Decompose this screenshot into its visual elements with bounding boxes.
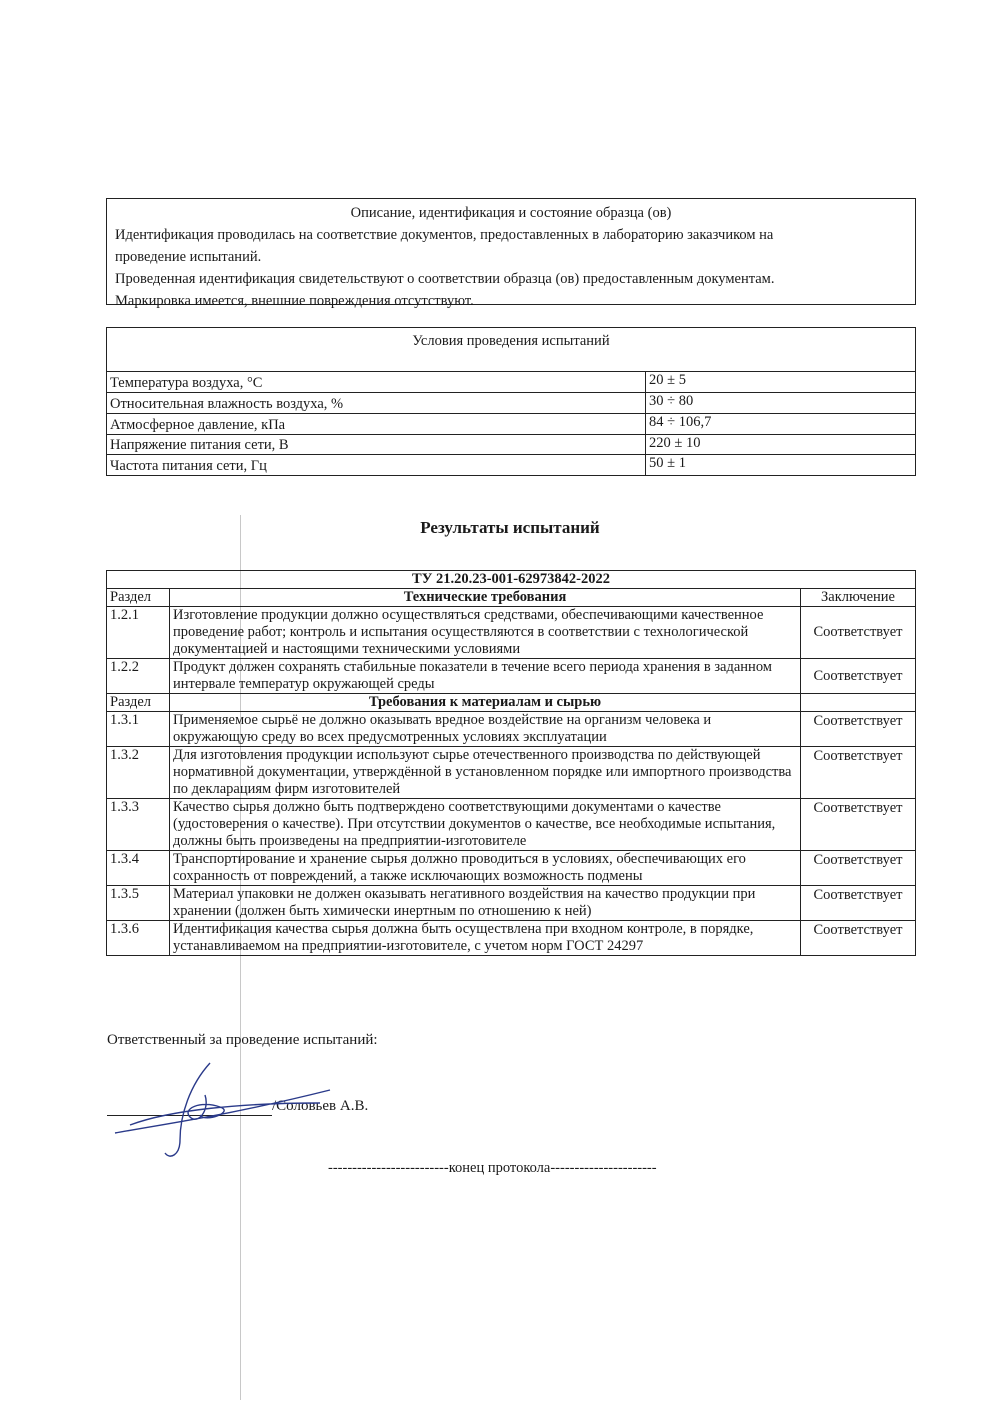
conclusion-label: Заключение (801, 589, 916, 607)
table-row (107, 659, 916, 694)
section-number: 1.3.3 (107, 799, 170, 851)
requirement-text: Транспортирование и хранение сырья должно проводиться в условиях, обеспечивающих его сохранность от повреждений, а также исключающих возможность подмены (170, 851, 801, 886)
table-row (107, 851, 916, 886)
conclusion-value: Соответствует (801, 607, 916, 659)
requirement-text: Применяемое сырьё не должно оказывать вредное воздействие на организм человека и окружающую среду во всех предусмотренных условиях эксплуатации (170, 712, 801, 747)
description-title: Описание, идентификация и состояние образца (ов) (350, 205, 672, 221)
conclusion-value: Соответствует (801, 659, 916, 694)
conclusion-value: Соответствует (801, 747, 916, 799)
description-block (106, 198, 916, 309)
conclusion-value: Соответствует (801, 712, 916, 747)
signer-name: /Соловьев А.В. (272, 1098, 369, 1114)
requirement-text: Изготовление продукции должно осуществляться средствами, обеспечивающими качественное проведение работ; контроль и испытания осуществляются в соответствии с технологической документацией и настоящими техническими условиями (170, 607, 801, 659)
requirement-text: Материал упаковки не должен оказывать негативного воздействия на качество продукции при хранении (должен быть химически инертным по отношению к ней) (170, 886, 801, 921)
requirement-text: Для изготовления продукции используют сырье отечественного производства по действующей нормативной документации, утверждённой в установленном порядке или импортного производства по декларациям фирм изготовителей (170, 747, 801, 799)
conclusion-value: Соответствует (801, 799, 916, 851)
requirement-text: Качество сырья должно быть подтверждено соответствующими документами о качестве (удостоверения о качестве). При отсутствии документов о качестве, все необходимые испытания, должны быть произведены на предприятии-изготовителе (170, 799, 801, 851)
section-number: 1.3.6 (107, 921, 170, 956)
condition-value: 84 ÷ 106,7 (646, 414, 916, 435)
conclusion-value: Соответствует (801, 886, 916, 921)
conclusion-value: Соответствует (801, 851, 916, 886)
requirement-text: Идентификация качества сырья должна быть осуществлена при входном контроле, в порядке, устанавливаемом на предприятии-изготовителе, с учетом норм ГОСТ 24297 (170, 921, 801, 956)
conclusion-value: Соответствует (801, 921, 916, 956)
condition-param: Частота питания сети, Гц (107, 455, 646, 476)
requirement-text: Продукт должен сохранять стабильные показатели в течение всего периода хранения в заданном интервале температур окружающей среды (170, 659, 801, 694)
condition-param: Напряжение питания сети, В (107, 435, 646, 455)
conditions-title: Условия проведения испытаний (107, 328, 916, 372)
conditions-table (106, 327, 916, 476)
handwritten-signature (110, 1055, 340, 1165)
table-row (107, 799, 916, 851)
section-label: Раздел (107, 589, 170, 607)
section-number: 1.3.2 (107, 747, 170, 799)
end-of-protocol: -------------------------конец протокола---------------------- (328, 1160, 657, 1176)
table-row (107, 747, 916, 799)
section-number: 1.2.2 (107, 659, 170, 694)
description-line: Маркировка имеется, внешние повреждения отсутствуют. (115, 293, 474, 309)
condition-value: 20 ± 5 (646, 372, 916, 393)
group-materials-requirements: Требования к материалам и сырью (170, 694, 801, 712)
results-table (106, 570, 916, 956)
condition-param: Атмосферное давление, кПа (107, 414, 646, 435)
description-line: Идентификация проводилась на соответствие документов, предоставленных в лабораторию заказчиком на (115, 227, 774, 243)
table-row (107, 921, 916, 956)
section-number: 1.3.4 (107, 851, 170, 886)
section-number: 1.2.1 (107, 607, 170, 659)
group-technical-requirements: Технические требования (170, 589, 801, 607)
section-number: 1.3.1 (107, 712, 170, 747)
section-number: 1.3.5 (107, 886, 170, 921)
condition-param: Относительная влажность воздуха, % (107, 393, 646, 414)
condition-param: Температура воздуха, °С (107, 372, 646, 393)
standard-header: ТУ 21.20.23-001-62973842-2022 (107, 571, 916, 589)
condition-value: 220 ± 10 (646, 435, 916, 455)
condition-value: 30 ÷ 80 (646, 393, 916, 414)
signature-label: Ответственный за проведение испытаний: (107, 1032, 378, 1048)
empty-cell (801, 694, 916, 712)
description-line: Проведенная идентификация свидетельствуют о соответствии образца (ов) предоставленным документам. (115, 271, 775, 287)
results-heading: Результаты испытаний (420, 518, 600, 537)
section-label: Раздел (107, 694, 170, 712)
table-row (107, 886, 916, 921)
condition-value: 50 ± 1 (646, 455, 916, 476)
table-row (107, 607, 916, 659)
description-line: проведение испытаний. (115, 249, 262, 265)
table-row (107, 712, 916, 747)
